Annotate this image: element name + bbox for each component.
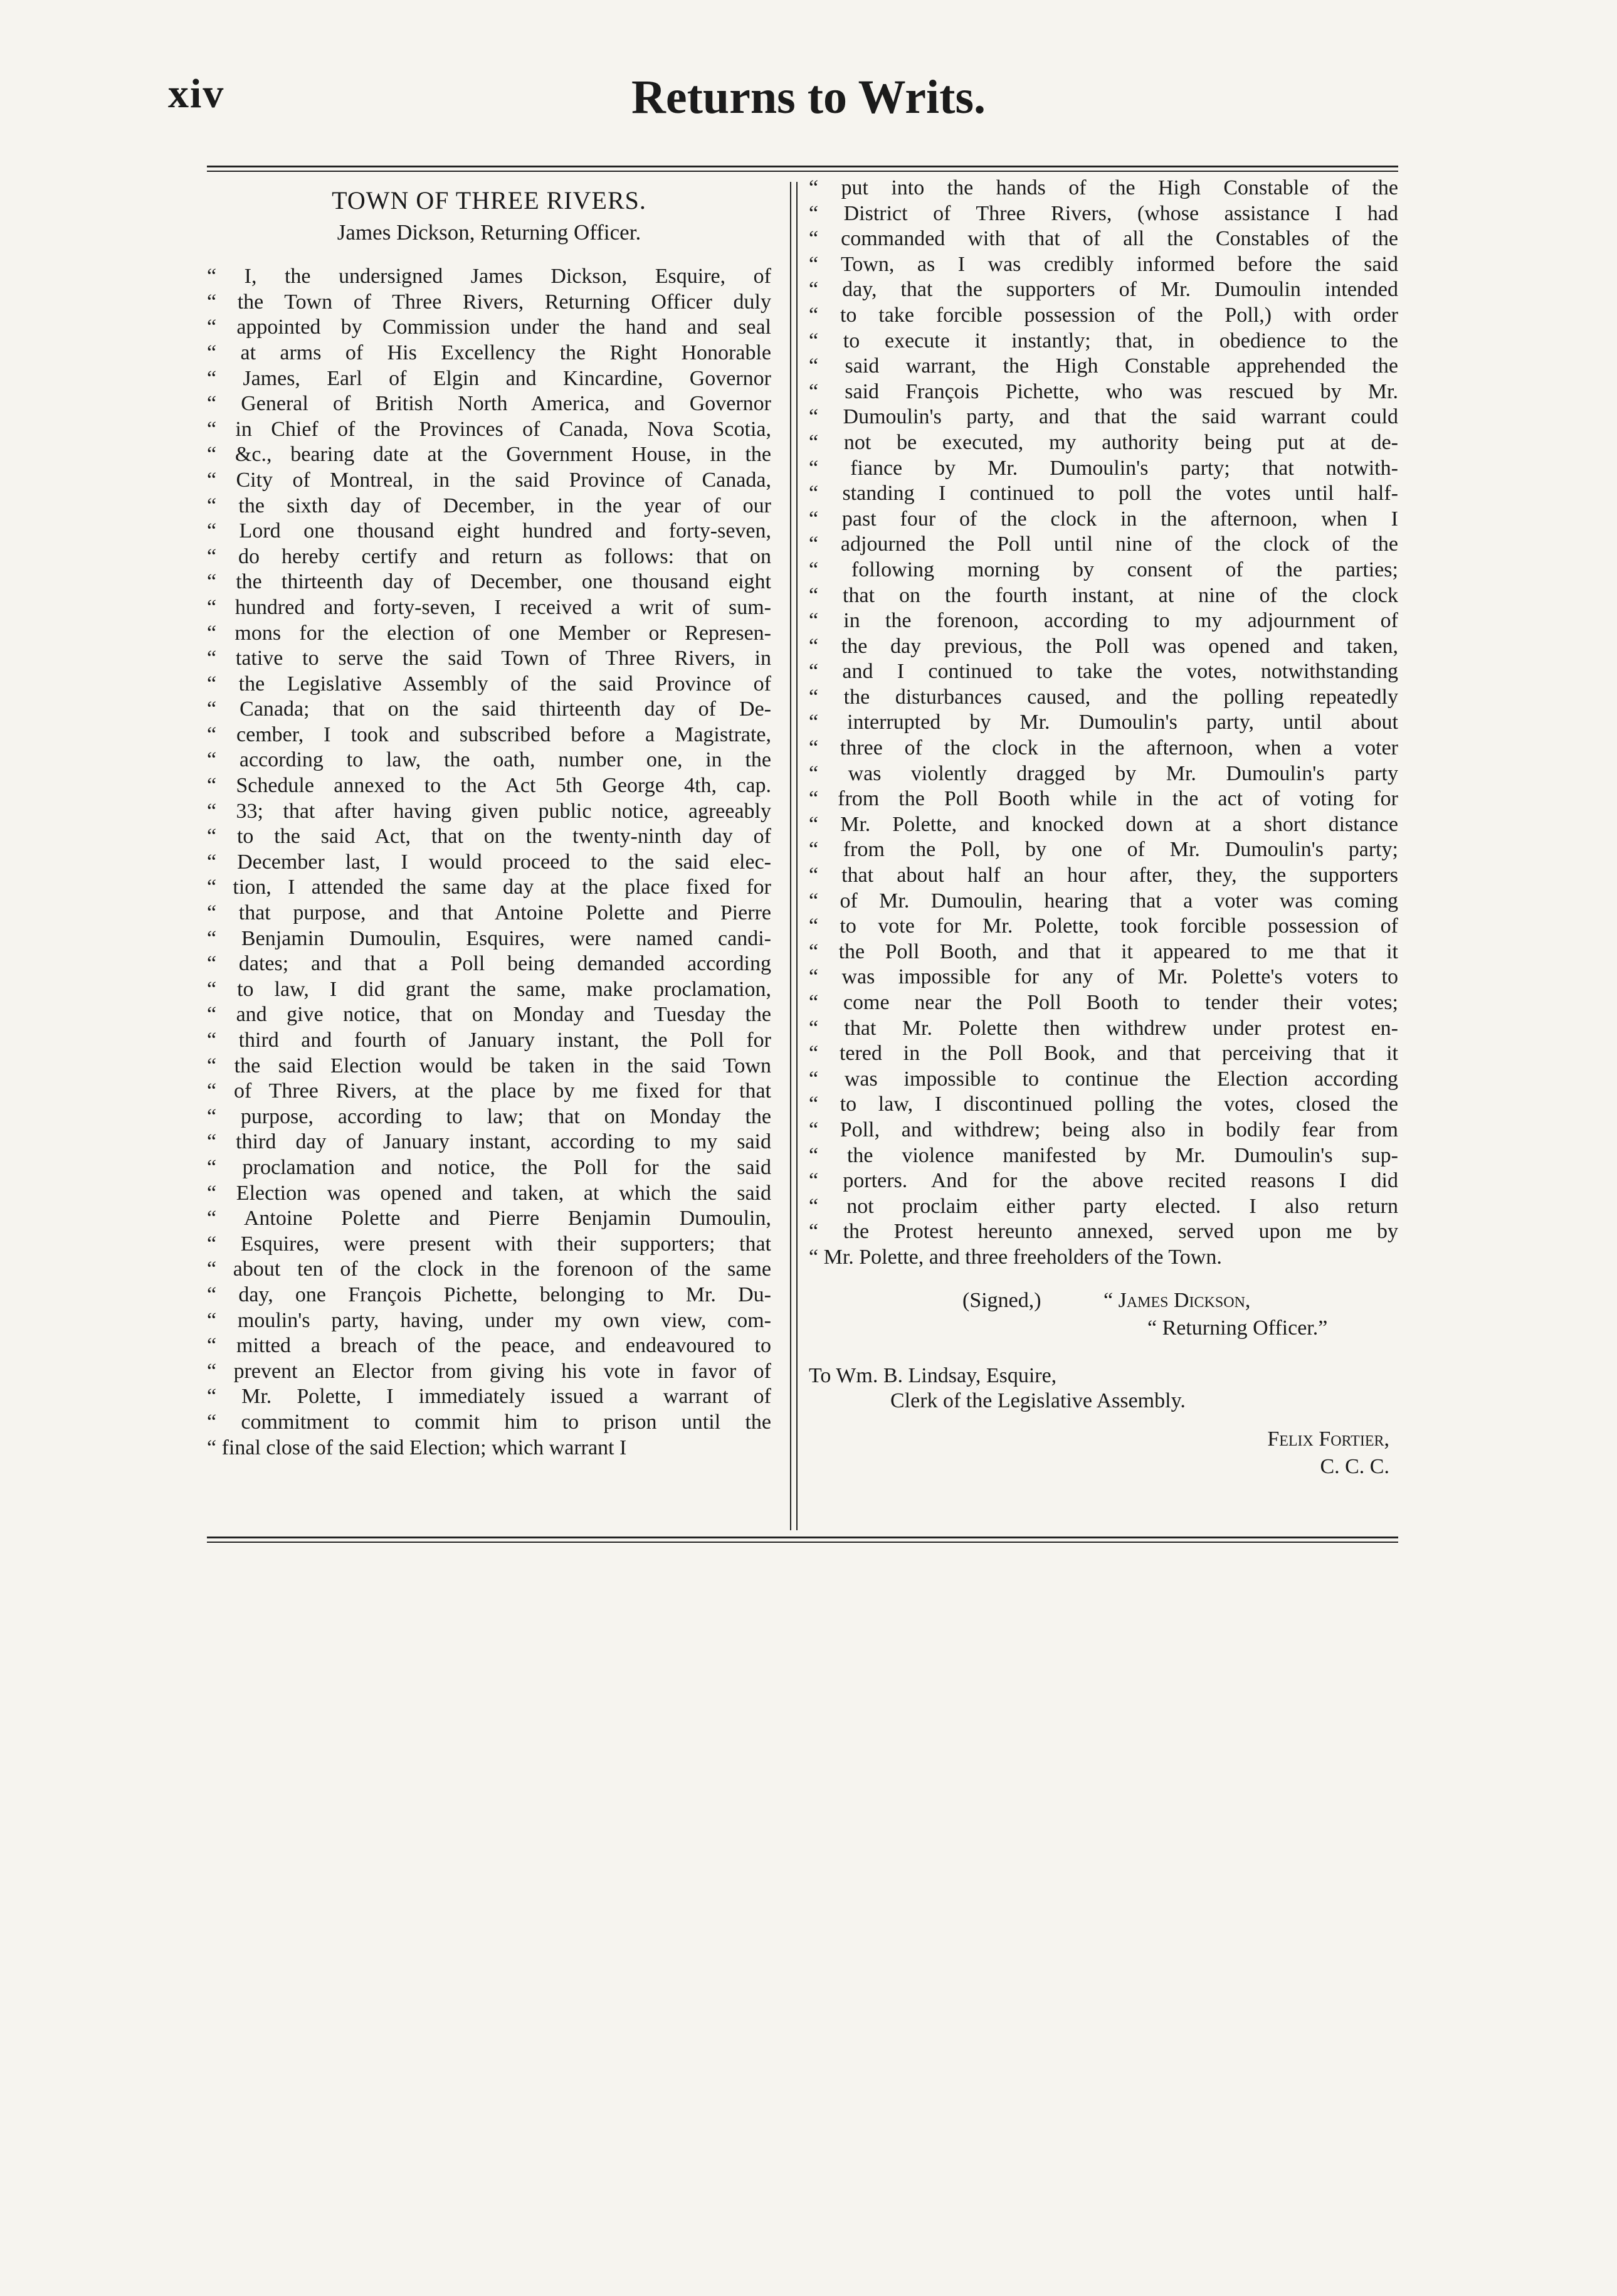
text-line: “ of Mr. Dumoulin, hearing that a voter was coming [809,889,1398,913]
section-heading: TOWN OF THREE RIVERS. [332,186,646,214]
addressee-line: To Wm. B. Lindsay, Esquire, [809,1363,1057,1387]
signature-block [809,1288,1398,1363]
clerk-name: Felix Fortier, [1267,1427,1389,1451]
text-line: “ commitment to commit him to prison until the [207,1410,771,1434]
text-line: “ adjourned the Poll until nine of the clock of the [809,532,1398,556]
text-line: “ James, Earl of Elgin and Kincardine, Governor [207,366,771,390]
text-line: “ to take forcible possession of the Poll,) with order [809,303,1398,327]
text-line: “ Election was opened and taken, at which the said [207,1181,771,1205]
clerk-title: C. C. C. [1320,1454,1389,1478]
text-line: “ hundred and forty-seven, I received a writ of sum- [207,595,771,619]
text-line: “ that about half an hour after, they, the supporters [809,864,1398,887]
text-line: “ come near the Poll Booth to tender their votes; [809,991,1398,1014]
text-line: “ at arms of His Excellency the Right Honorable [207,341,771,364]
text-line: “ December last, I would proceed to the said elec- [207,850,771,874]
text-line: “ to law, I did grant the same, make proclamation, [207,977,771,1001]
page-number: xiv [168,71,225,117]
text-line: “ the said Election would be taken in the said Town [207,1054,771,1077]
text-line: “ commanded with that of all the Constables of the [809,227,1398,251]
text-line: “ 33; that after having given public notice, agreeably [207,799,771,823]
text-line: “ dates; and that a Poll being demanded according [207,952,771,976]
text-line: “ about ten of the clock in the forenoon of the same [207,1257,771,1281]
text-line: “ Canada; that on the said thirteenth day of De- [207,697,771,721]
text-line: “ the day previous, the Poll was opened and taken, [809,634,1398,658]
text-line: “ cember, I took and subscribed before a Magistrate, [207,722,771,746]
text-line: “ Mr. Polette, I immediately issued a warrant of [207,1385,771,1409]
text-line: “ to execute it instantly; that, in obedience to the [809,329,1398,352]
text-line: “ in Chief of the Provinces of Canada, Nova Scotia, [207,417,771,441]
text-line: “ tered in the Poll Book, and that perceiving that it [809,1042,1398,1066]
text-line: “ tative to serve the said Town of Three Rivers, in [207,647,771,670]
text-line: “ I, the undersigned James Dickson, Esquire, of [207,265,771,288]
text-line: “ &c., bearing date at the Government House, in the [207,443,771,467]
text-line: “ the disturbances caused, and the polling repeatedly [809,685,1398,709]
addressee-title: Clerk of the Legislative Assembly. [890,1389,1186,1413]
text-line: “ General of British North America, and Governor [207,392,771,416]
left-column-text [207,264,771,1461]
text-line: “ interrupted by Mr. Dumoulin's party, until about [809,711,1398,734]
text-line: “ from the Poll, by one of Mr. Dumoulin's party; [809,838,1398,862]
text-line: “ mons for the election of one Member or Represen- [207,621,771,645]
text-line: “ standing I continued to poll the votes until half- [809,482,1398,505]
text-line: “ that on the fourth instant, at nine of the clock [809,583,1398,607]
text-line: “ that purpose, and that Antoine Polette and Pierre [207,901,771,925]
text-line: “ Mr. Polette, and knocked down at a short distance [809,812,1398,836]
text-line: “ Mr. Polette, and three freeholders of the Town. [809,1245,1222,1269]
text-line: “ the thirteenth day of December, one thousand eight [207,570,771,594]
text-line: “ fiance by Mr. Dumoulin's party; that notwith- [809,456,1398,480]
right-column [809,176,1398,1489]
text-line: “ Antoine Polette and Pierre Benjamin Dumoulin, [207,1207,771,1230]
text-line: “ past four of the clock in the afternoon, when I [809,507,1398,531]
header-rule [207,166,1398,167]
text-line: “ City of Montreal, in the said Province of Canada, [207,468,771,492]
column-divider [790,182,798,1530]
text-line: “ and I continued to take the votes, notwithstanding [809,660,1398,684]
text-line: “ from the Poll Booth while in the act of voting for [809,787,1398,811]
text-line: “ appointed by Commission under the hand and seal [207,315,771,339]
signatory-title: “ Returning Officer.” [1147,1316,1328,1340]
text-line: “ in the forenoon, according to my adjournment of [809,609,1398,633]
text-line: “ and give notice, that on Monday and Tuesday the [207,1003,771,1027]
text-line: “ following morning by consent of the parties; [809,558,1398,581]
text-line: “ day, that the supporters of Mr. Dumoulin intended [809,278,1398,302]
clerk-block [809,1427,1398,1489]
text-line: “ mitted a breach of the peace, and endeavoured to [207,1334,771,1358]
text-line: “ Esquires, were present with their supporters; that [207,1232,771,1256]
text-line: “ the sixth day of December, in the year of our [207,494,771,517]
text-line: “ proclamation and notice, the Poll for the said [207,1155,771,1179]
header-rule-thin [207,171,1398,172]
text-line: “ third and fourth of January instant, the Poll for [207,1029,771,1052]
text-line: “ Poll, and withdrew; being also in bodily fear from [809,1118,1398,1141]
text-line: “ was violently dragged by Mr. Dumoulin's party [809,761,1398,785]
text-line: “ said François Pichette, who was rescued by Mr. [809,379,1398,403]
text-line: “ Dumoulin's party, and that the said warrant could [809,405,1398,429]
footer-rule-thin [207,1542,1398,1543]
signed-label: (Signed,) [962,1288,1041,1312]
text-line: “ to vote for Mr. Polette, took forcible possession of [809,914,1398,938]
text-line: “ put into the hands of the High Constable of the [809,176,1398,199]
text-line: “ according to law, the oath, number one, in the [207,748,771,772]
text-line: “ was impossible to continue the Election according [809,1067,1398,1091]
text-line: “ to the said Act, that on the twenty-ninth day of [207,825,771,849]
text-line: “ three of the clock in the afternoon, when a voter [809,736,1398,760]
text-line: “ District of Three Rivers, (whose assistance I had [809,201,1398,225]
footer-rule [207,1537,1398,1538]
text-line: “ third day of January instant, according to my said [207,1130,771,1154]
text-line: “ the Poll Booth, and that it appeared to me that it [809,939,1398,963]
text-line: “ Benjamin Dumoulin, Esquires, were named candi- [207,926,771,950]
text-line: “ prevent an Elector from giving his vote in favor of [207,1359,771,1383]
text-line: “ tion, I attended the same day at the place fixed for [207,876,771,899]
text-line: “ that Mr. Polette then withdrew under protest en- [809,1016,1398,1040]
text-line: “ said warrant, the High Constable apprehended the [809,354,1398,378]
text-line: “ not be executed, my authority being put at de- [809,430,1398,454]
signatory-name: “ James Dickson, [1103,1288,1251,1312]
text-line: “ the Protest hereunto annexed, served upon me by [809,1220,1398,1244]
left-column [207,176,771,1461]
section-subheading: James Dickson, Returning Officer. [337,220,641,245]
text-line: “ day, one François Pichette, belonging to Mr. Du- [207,1283,771,1306]
text-line: “ the Legislative Assembly of the said Province of [207,672,771,696]
text-line: “ was impossible for any of Mr. Polette's voters to [809,965,1398,989]
text-line: “ of Three Rivers, at the place by me fixed for that [207,1079,771,1103]
text-line: “ Lord one thousand eight hundred and forty-seven, [207,519,771,543]
text-line: “ the Town of Three Rivers, Returning Officer duly [207,290,771,314]
text-line: “ final close of the said Election; which warrant I [207,1436,627,1459]
right-column-text [809,176,1398,1271]
text-line: “ to law, I discontinued polling the votes, closed the [809,1092,1398,1116]
text-line: “ not proclaim either party elected. I also return [809,1194,1398,1218]
running-title: Returns to Writs. [631,71,986,124]
text-line: “ moulin's party, having, under my own view, com- [207,1308,771,1332]
text-line: “ the violence manifested by Mr. Dumoulin's sup- [809,1143,1398,1167]
text-line: “ porters. And for the above recited reasons I did [809,1169,1398,1193]
text-line: “ Schedule annexed to the Act 5th George 4th, cap. [207,774,771,798]
text-line: “ do hereby certify and return as follows: that on [207,544,771,568]
text-line: “ Town, as I was credibly informed before the said [809,252,1398,276]
text-line: “ purpose, according to law; that on Monday the [207,1104,771,1128]
